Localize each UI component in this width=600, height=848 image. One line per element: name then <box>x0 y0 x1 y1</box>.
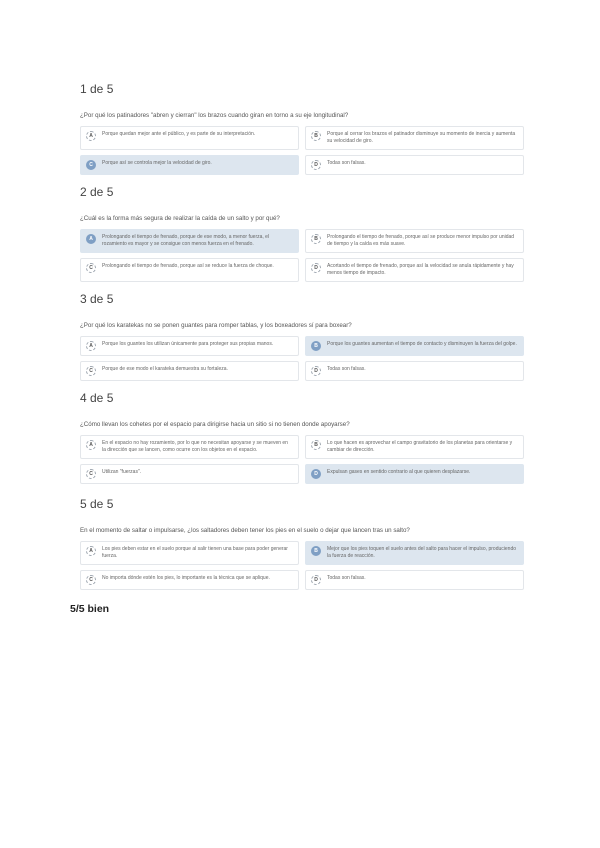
quiz-score: 5/5 bien <box>70 603 110 615</box>
answer-option-b[interactable] <box>305 336 524 356</box>
answer-text: Porque los guantes los utilizan únicamente para proteger sus propias manos. <box>102 341 274 347</box>
letter-badge: B <box>311 546 321 556</box>
answer-option-b[interactable] <box>305 126 524 150</box>
question-text: ¿Por qué los patinadores "abren y cierran" los brazos cuando giran en torno a su eje longitudinal? <box>80 112 349 119</box>
letter-badge: C <box>86 160 96 170</box>
answer-text: Prolongando el tiempo de frenado, porque así se produce menor impulso por unidad de tiempo y la caída es más suave. <box>327 234 515 247</box>
answer-option-d[interactable] <box>305 258 524 282</box>
letter-badge: D <box>311 160 321 170</box>
answer-text: No importa dónde estén los pies, lo importante es la técnica que se aplique. <box>102 575 270 581</box>
answer-option-c[interactable] <box>80 258 299 282</box>
answer-text: Mejor que los pies toquen el suelo antes del salto para hacer el impulso, produciendo la fuerza de reacción. <box>327 546 517 559</box>
answer-text: Expulsan gases en sentido contrario al que quieren desplazarse. <box>327 469 471 475</box>
question-number: 2 de 5 <box>80 185 114 199</box>
question-text: ¿Cuál es la forma más segura de realizar la caída de un salto y por qué? <box>80 215 280 222</box>
letter-badge: C <box>86 366 96 376</box>
answer-text: Porque de ese modo el karateka demuestra su fortaleza. <box>102 366 228 372</box>
question-2 <box>80 185 524 282</box>
letter-badge: A <box>86 131 96 141</box>
answer-option-d[interactable] <box>305 570 524 590</box>
answer-text: En el espacio no hay rozamiento, por lo que no necesitan apoyarse y se mueven en la dirección que se lancen, como ocurre con los objetos en el espacio. <box>102 440 288 453</box>
letter-badge: A <box>86 234 96 244</box>
letter-badge: B <box>311 440 321 450</box>
question-number: 5 de 5 <box>80 497 114 511</box>
letter-badge: C <box>86 263 96 273</box>
answer-option-b[interactable] <box>305 435 524 459</box>
answer-text: Acortando el tiempo de frenado, porque así la velocidad se anula rápidamente y hay menos tiempo de impacto. <box>327 263 514 276</box>
answer-option-d[interactable] <box>305 464 524 484</box>
letter-badge: D <box>311 469 321 479</box>
answer-options <box>80 229 524 282</box>
answer-option-d[interactable] <box>305 361 524 381</box>
answer-option-a[interactable] <box>80 541 299 565</box>
letter-badge: A <box>86 341 96 351</box>
question-text: ¿Por qué los karatekas no se ponen guantes para romper tablas, y los boxeadores sí para boxear? <box>80 322 352 329</box>
question-number: 3 de 5 <box>80 292 114 306</box>
letter-badge: C <box>86 575 96 585</box>
answer-options <box>80 435 524 484</box>
letter-badge: D <box>311 263 321 273</box>
answer-text: Prolongando el tiempo de frenado, porque así se reduce la fuerza de choque. <box>102 263 274 269</box>
answer-options <box>80 126 524 175</box>
answer-option-c[interactable] <box>80 570 299 590</box>
answer-option-d[interactable] <box>305 155 524 175</box>
question-4 <box>80 391 524 484</box>
answer-option-b[interactable] <box>305 541 524 565</box>
answer-option-c[interactable] <box>80 361 299 381</box>
question-text: ¿Cómo llevan los cohetes por el espacio para dirigirse hacia un sitio si no tienen donde apoyarse? <box>80 421 350 428</box>
letter-badge: D <box>311 366 321 376</box>
answer-text: Los pies deben estar en el suelo porque al salir tienen una base para poder generar fuerza. <box>102 546 288 559</box>
answer-options <box>80 336 524 381</box>
answer-text: Porque los guantes aumentan el tiempo de contacto y disminuyen la fuerza del golpe. <box>327 341 517 347</box>
letter-badge: C <box>86 469 96 479</box>
question-number: 4 de 5 <box>80 391 114 405</box>
answer-text: Todas son falsas. <box>327 366 366 372</box>
question-5 <box>80 497 524 590</box>
answer-option-a[interactable] <box>80 126 299 150</box>
answer-option-a[interactable] <box>80 229 299 253</box>
question-number: 1 de 5 <box>80 82 114 96</box>
question-text: En el momento de saltar o impulsarse, ¿los saltadores deben tener los pies en el suelo o dejar que lancen tras un salto? <box>80 527 410 534</box>
letter-badge: D <box>311 575 321 585</box>
answer-text: Porque así se controla mejor la velocidad de giro. <box>102 160 212 166</box>
answer-option-a[interactable] <box>80 336 299 356</box>
answer-text: Utilizan "fuerzas". <box>102 469 142 475</box>
answer-text: Lo que hacen es aprovechar el campo gravitatorio de los planetas para orientarse y cambiar de dirección. <box>327 440 513 453</box>
question-3 <box>80 292 524 381</box>
answer-option-c[interactable] <box>80 464 299 484</box>
answer-option-b[interactable] <box>305 229 524 253</box>
letter-badge: B <box>311 234 321 244</box>
answer-text: Porque quedan mejor ante el público, y es parte de su interpretación. <box>102 131 256 137</box>
answer-text: Todas son falsas. <box>327 575 366 581</box>
letter-badge: A <box>86 440 96 450</box>
answer-text: Prolongando el tiempo de frenado, porque de ese modo, a menor fuerza, el rozamiento es mayor y se consigue con menos fuerza en el frenado. <box>102 234 270 247</box>
answer-text: Porque al cerrar los brazos el patinador disminuye su momento de inercia y aumenta su velocidad de giro. <box>327 131 516 144</box>
answer-option-c[interactable] <box>80 155 299 175</box>
answer-text: Todas son falsas. <box>327 160 366 166</box>
answer-option-a[interactable] <box>80 435 299 459</box>
letter-badge: B <box>311 131 321 141</box>
answer-options <box>80 541 524 590</box>
letter-badge: B <box>311 341 321 351</box>
letter-badge: A <box>86 546 96 556</box>
question-1 <box>80 82 524 175</box>
